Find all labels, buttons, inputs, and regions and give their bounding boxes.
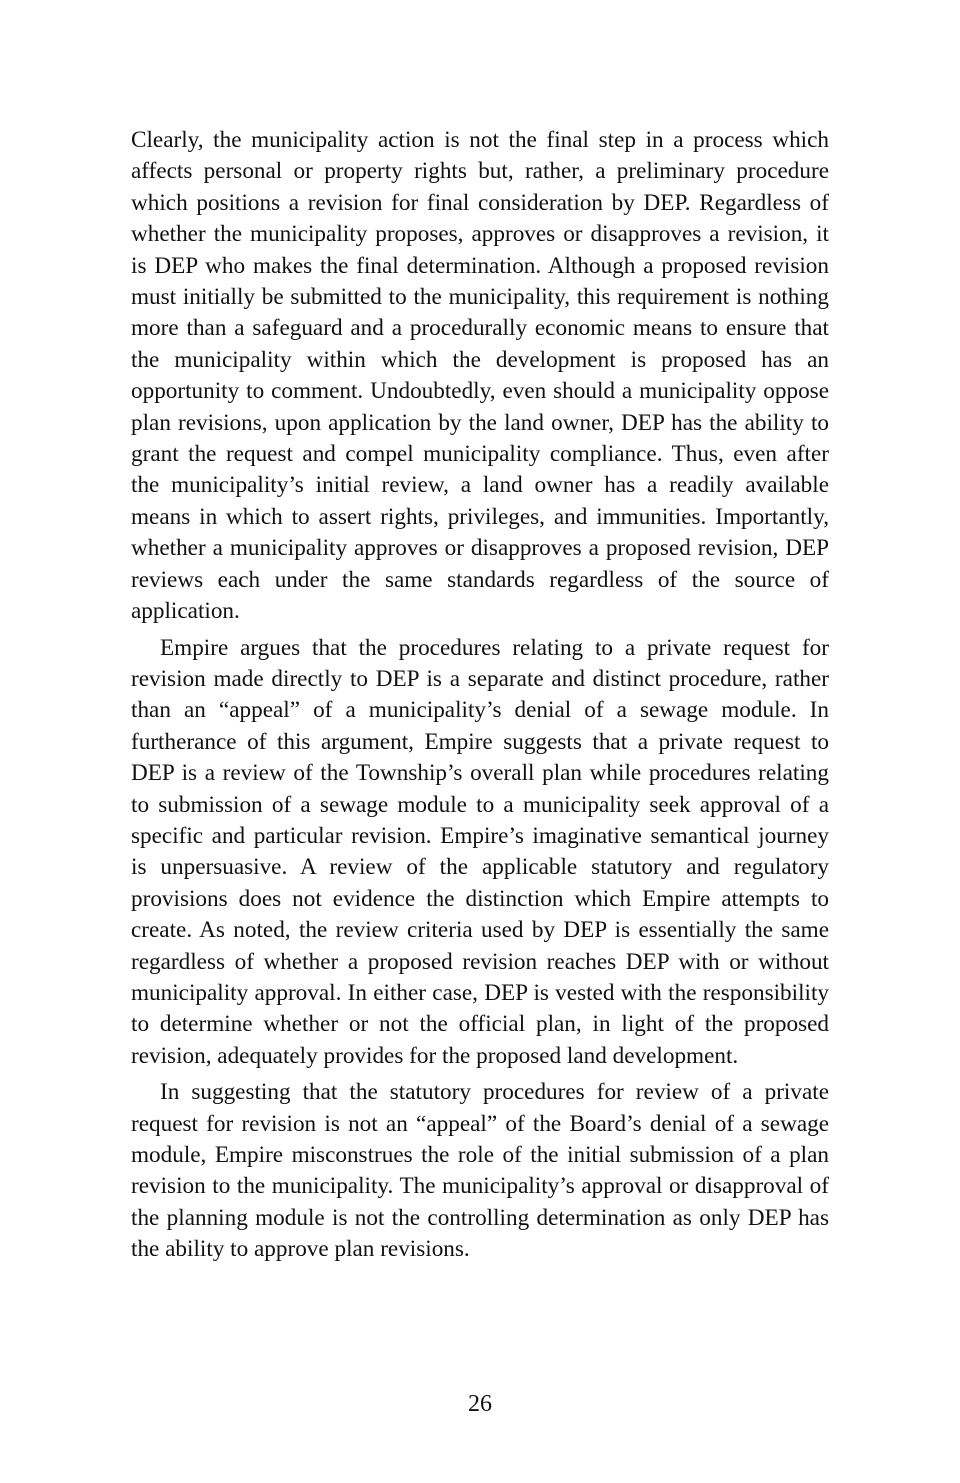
paragraph-3: In suggesting that the statutory procedures for review of a private request for revision is not an “appeal” of the Board’s denial of a sewage module, Empire misconstrues the role of the initial submission of a plan revision to the municipality. The municipality’s approval or disapproval of the planning module is not the controlling determination as only DEP has the ability to approve plan revisions.	[131, 1079, 829, 1263]
page-number: 26	[468, 1391, 492, 1417]
paragraph-2: Empire argues that the procedures relating to a private request for revision made directly to DEP is a separate and distinct procedure, rather than an “appeal” of a municipality’s denial of a sewage module. In furtherance of this argument, Empire suggests that a private request to DEP is a review of the Township’s overall plan while procedures relating to submission of a sewage module to a municipality seek approval of a specific and particular revision. Empire’s imaginative semantical journey is unpersuasive. A review of the applicable statutory and regulatory provisions does not evidence the distinction which Empire attempts to create. As noted, the review criteria used by DEP is essentially the same regardless of whether a proposed revision reaches DEP with or without municipality approval. In either case, DEP is vested with the responsibility to determine whether or not the official plan, in light of the proposed revision, adequately provides for the proposed land development.	[131, 634, 829, 1069]
body-text	[131, 125, 829, 1266]
paragraph-1: Clearly, the municipality action is not the final step in a process which affects personal or property rights but, rather, a preliminary procedure which positions a revision for final consideration by DEP. Regardless of whether the municipality proposes, approves or disapproves a revision, it is DEP who makes the final determination. Although a proposed revision must initially be submitted to the municipality, this requirement is nothing more than a safeguard and a procedurally economic means to ensure that the municipality within which the development is proposed has an opportunity to comment. Undoubtedly, even should a municipality oppose plan revisions, upon application by the land owner, DEP has the ability to grant the request and compel municipality compliance. Thus, even after the municipality’s initial review, a land owner has a readily available means in which to assert rights, privileges, and immunities. Importantly, whether a municipality approves or disapproves a proposed revision, DEP reviews each under the same standards regardless of the source of application.	[131, 127, 829, 625]
